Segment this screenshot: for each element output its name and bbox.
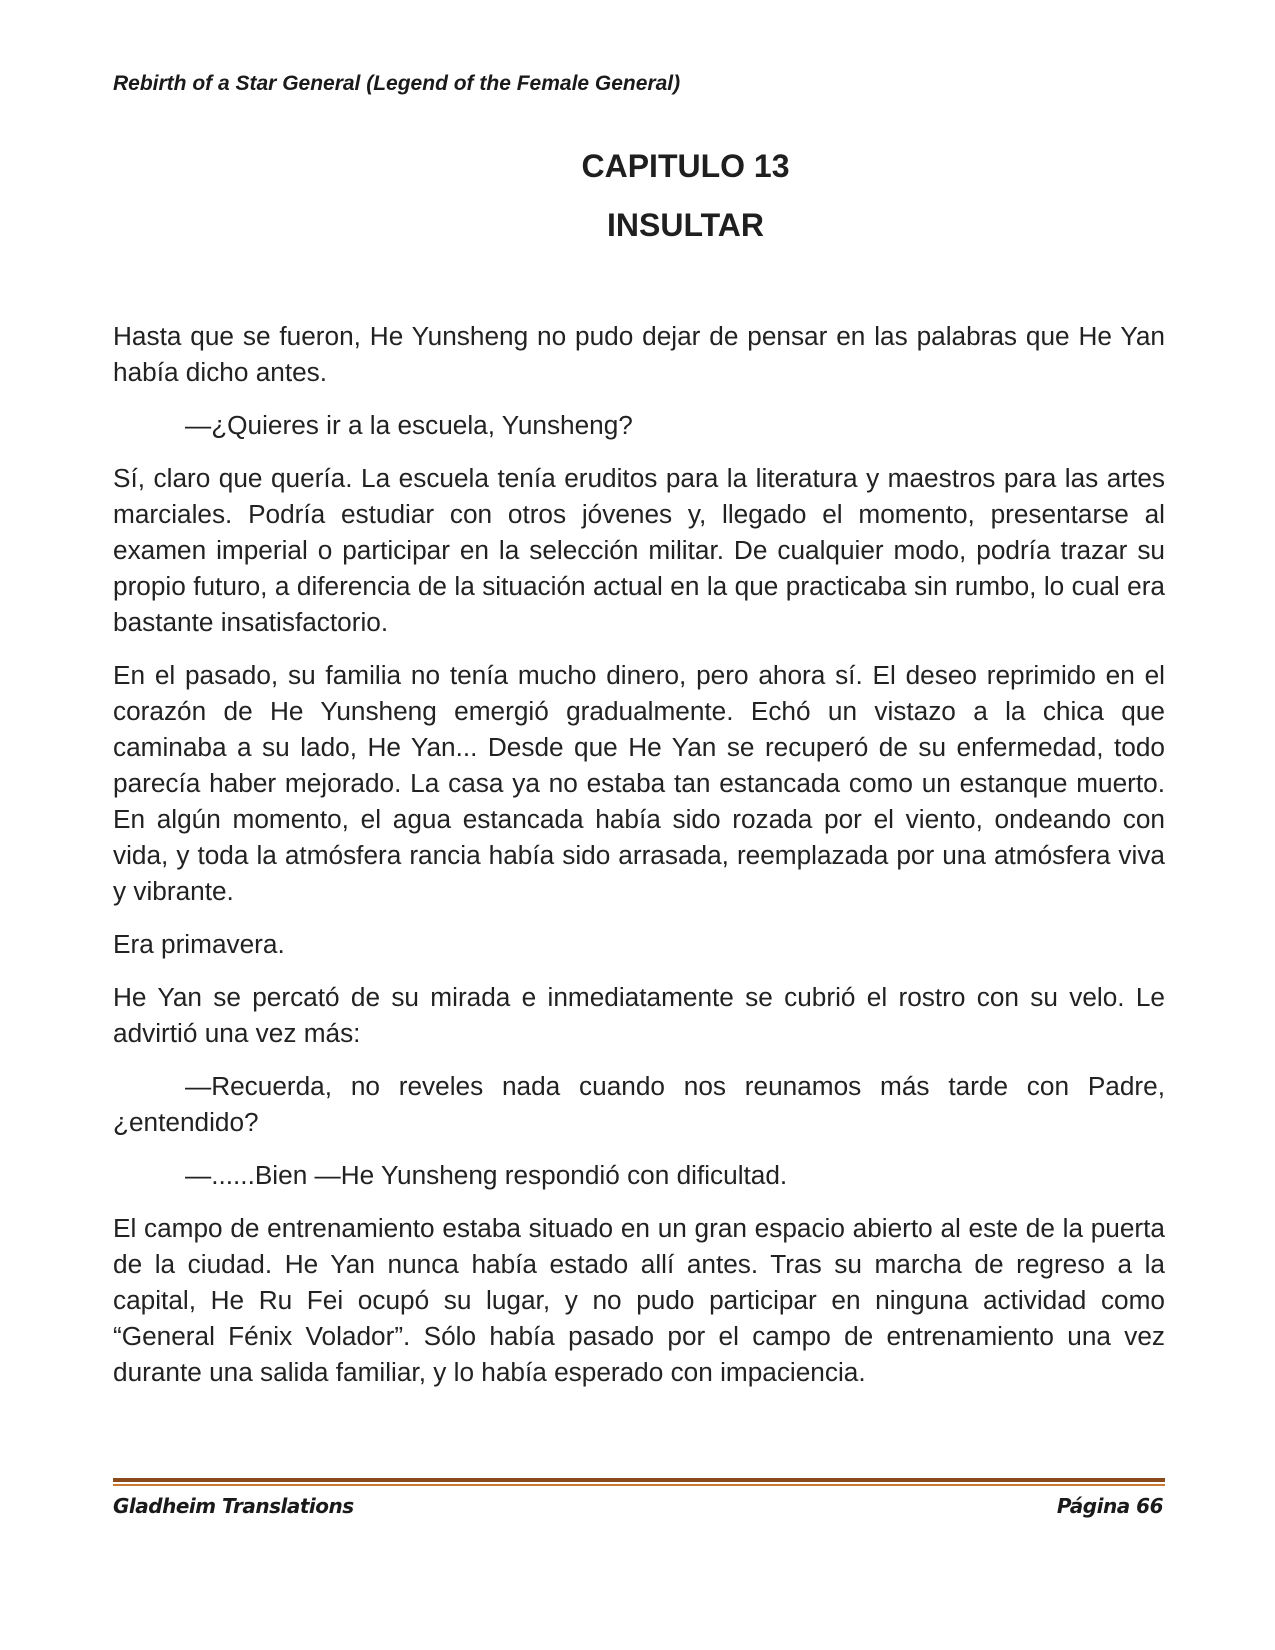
book-title: Rebirth of a Star General (Legend of the Female General) <box>113 72 681 95</box>
paragraph: El campo de entrenamiento estaba situado en un gran espacio abierto al este de la puerta de la ciudad. He Yan nunca había estado allí antes. Tras su marcha de regreso a la capital, He Ru Fei ocupó su lugar, y no pudo participar en ninguna actividad como “General Fénix Volador”. Sólo había pasado por el campo de entrenamiento una vez durante una salida familiar, y lo había esperado con impaciencia. <box>113 1213 1165 1387</box>
dialogue-line: —......Bien —He Yunsheng respondió con dificultad. <box>185 1160 788 1190</box>
footer-divider-thick <box>113 1478 1165 1482</box>
chapter-number: CAPITULO 13 <box>581 148 790 184</box>
footer-divider <box>113 1478 1165 1487</box>
paragraph: Hasta que se fueron, He Yunsheng no pudo dejar de pensar en las palabras que He Yan había dicho antes. <box>113 321 1165 387</box>
footer-publisher: Gladheim Translations <box>113 1494 354 1518</box>
dialogue-line: —¿Quieres ir a la escuela, Yunsheng? <box>185 410 633 440</box>
paragraph: Era primavera. <box>113 929 285 959</box>
chapter-body <box>113 318 1165 1407</box>
footer-divider-thin <box>113 1484 1165 1486</box>
footer-page-number: Página 66 <box>1056 1494 1163 1518</box>
chapter-title: INSULTAR <box>606 207 764 243</box>
dialogue-line: —Recuerda, no reveles nada cuando nos reunamos más tarde con Padre, ¿entendido? <box>113 1071 1165 1137</box>
paragraph: En el pasado, su familia no tenía mucho dinero, pero ahora sí. El deseo reprimido en el corazón de He Yunsheng emergió gradualmente. Echó un vistazo a la chica que caminaba a su lado, He Yan... Desde que He Yan se recuperó de su enfermedad, todo parecía haber mejorado. La casa ya no estaba tan estancada como un estanque muerto. En algún momento, el agua estancada había sido rozada por el viento, ondeando con vida, y toda la atmósfera rancia había sido arrasada, reemplazada por una atmósfera viva y vibrante. <box>113 660 1165 906</box>
paragraph: Sí, claro que quería. La escuela tenía eruditos para la literatura y maestros para las artes marciales. Podría estudiar con otros jóvenes y, llegado el momento, presentarse al examen imperial o participar en la selección militar. De cualquier modo, podría trazar su propio futuro, a diferencia de la situación actual en la que practicaba sin rumbo, lo cual era bastante insatisfactorio. <box>113 463 1165 637</box>
paragraph: He Yan se percató de su mirada e inmediatamente se cubrió el rostro con su velo. Le advirtió una vez más: <box>113 982 1165 1048</box>
